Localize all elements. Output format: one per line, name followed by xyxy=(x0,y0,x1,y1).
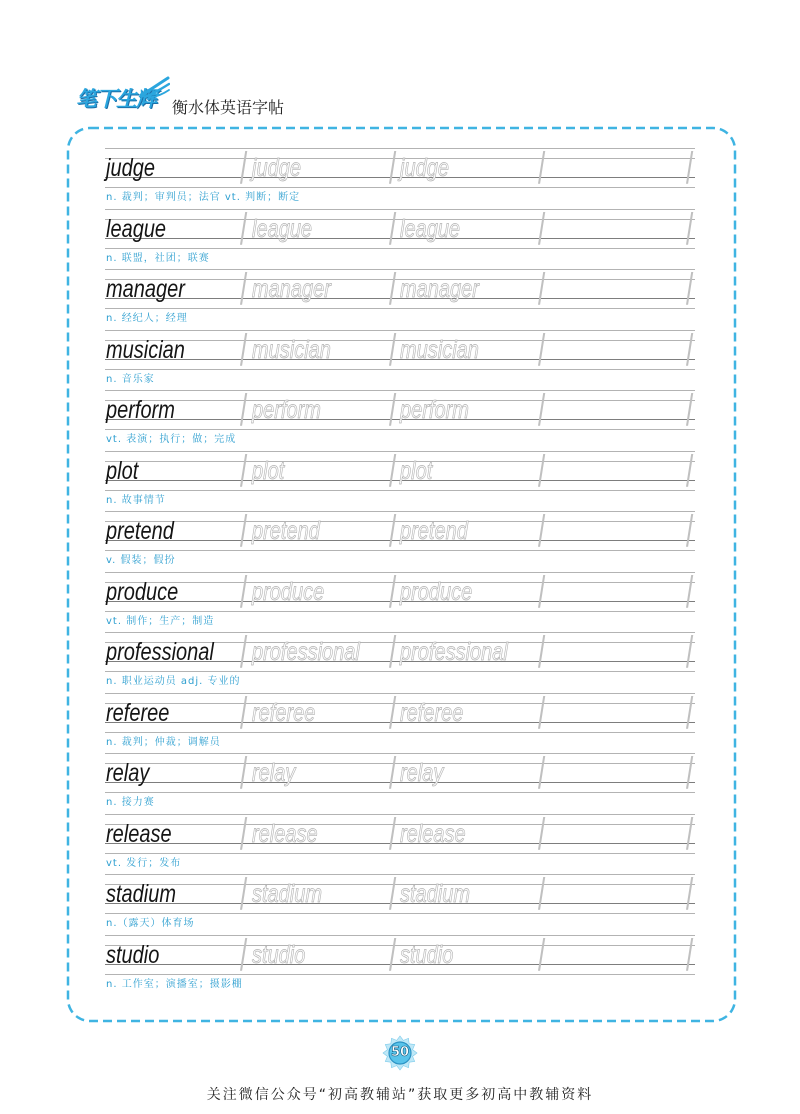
separator-slash: / xyxy=(389,142,397,194)
word-row xyxy=(0,868,800,935)
practice-word: stadium xyxy=(106,880,177,908)
separator-slash: / xyxy=(240,324,248,375)
tracing-word: stadium xyxy=(400,880,471,908)
word-meaning: n. 音乐家 xyxy=(106,373,155,385)
practice-word: musician xyxy=(106,335,185,364)
tracing-word: release xyxy=(400,819,466,848)
tracing-word: judge xyxy=(400,154,449,182)
tracing-word: perform xyxy=(252,396,321,424)
practice-word: produce xyxy=(106,577,179,606)
word-meaning: n. 裁判；审判员；法官 vt. 判断；断定 xyxy=(106,192,301,203)
tracing-word: musician xyxy=(400,335,479,364)
tracing-word: referee xyxy=(400,698,464,727)
practice-word: pretend xyxy=(106,517,174,545)
book-title: 衡水体英语字帖 xyxy=(172,98,285,117)
separator-slash: / xyxy=(538,263,546,315)
practice-word: release xyxy=(106,819,172,848)
footer-notice: 关注微信公众号“初高教辅站”获取更多初高中教辅资料 xyxy=(206,1087,594,1103)
separator-slash: / xyxy=(538,747,546,799)
word-meaning: n. 经纪人；经理 xyxy=(106,313,188,324)
separator-slash: / xyxy=(389,687,397,738)
separator-slash: / xyxy=(686,868,694,920)
separator-slash: / xyxy=(538,324,546,375)
separator-slash: / xyxy=(686,203,694,254)
tracing-word: produce xyxy=(252,577,325,606)
word-row xyxy=(0,203,800,270)
word-row xyxy=(0,384,800,451)
word-row xyxy=(0,263,800,330)
separator-slash: / xyxy=(389,929,397,980)
separator-slash: / xyxy=(240,445,248,496)
practice-word: judge xyxy=(106,154,155,182)
practice-word: league xyxy=(106,214,167,243)
tracing-word: relay xyxy=(400,759,444,787)
practice-word: manager xyxy=(106,275,185,303)
practice-word: perform xyxy=(106,396,175,424)
tracing-word: studio xyxy=(400,940,454,969)
separator-slash: / xyxy=(240,868,248,920)
separator-slash: / xyxy=(538,445,546,496)
separator-slash: / xyxy=(686,142,694,194)
practice-word: plot xyxy=(106,456,139,485)
word-row xyxy=(0,566,800,633)
separator-slash: / xyxy=(686,324,694,375)
separator-slash: / xyxy=(240,203,248,254)
word-meaning: n. 接力赛 xyxy=(106,797,155,808)
word-row xyxy=(0,808,800,875)
tracing-word: perform xyxy=(400,396,469,424)
separator-slash: / xyxy=(686,929,694,980)
separator-slash: / xyxy=(686,626,694,678)
tracing-word: pretend xyxy=(252,517,320,545)
brand-logo: 笔下生辉 xyxy=(76,87,156,111)
tracing-word: pretend xyxy=(400,517,468,545)
separator-slash: / xyxy=(240,626,248,678)
separator-slash: / xyxy=(389,445,397,496)
separator-slash: / xyxy=(389,384,397,436)
separator-slash: / xyxy=(538,203,546,254)
tracing-word: judge xyxy=(252,154,301,182)
tracing-word: produce xyxy=(400,577,473,606)
separator-slash: / xyxy=(240,142,248,194)
separator-slash: / xyxy=(240,384,248,436)
word-meaning: vt. 发行；发布 xyxy=(106,857,182,869)
practice-word: studio xyxy=(106,940,160,969)
separator-slash: / xyxy=(686,263,694,315)
word-meaning: n. 工作室；演播室；摄影棚 xyxy=(106,978,243,990)
separator-slash: / xyxy=(240,263,248,315)
page-number-badge xyxy=(380,1033,420,1073)
word-meaning: n.（露天）体育场 xyxy=(106,918,195,929)
tracing-word: league xyxy=(400,214,461,243)
separator-slash: / xyxy=(389,808,397,859)
separator-slash: / xyxy=(538,505,546,557)
wing-icon xyxy=(138,76,170,98)
separator-slash: / xyxy=(538,687,546,738)
word-row xyxy=(0,445,800,512)
separator-slash: / xyxy=(389,203,397,254)
separator-slash: / xyxy=(389,747,397,799)
separator-slash: / xyxy=(686,687,694,738)
word-meaning: n. 故事情节 xyxy=(106,494,166,506)
tracing-word: release xyxy=(252,819,318,848)
word-meaning: vt. 制作；生产；制造 xyxy=(106,615,215,627)
tracing-word: referee xyxy=(252,698,316,727)
tracing-word: professional xyxy=(252,638,360,666)
tracing-word: league xyxy=(252,214,313,243)
tracing-word: manager xyxy=(252,275,331,303)
tracing-word: plot xyxy=(252,456,285,485)
practice-word: professional xyxy=(106,638,214,666)
word-practice-list xyxy=(0,142,800,995)
separator-slash: / xyxy=(389,324,397,375)
separator-slash: / xyxy=(686,445,694,496)
separator-slash: / xyxy=(686,505,694,557)
separator-slash: / xyxy=(538,384,546,436)
separator-slash: / xyxy=(686,808,694,859)
separator-slash: / xyxy=(389,263,397,315)
separator-slash: / xyxy=(538,808,546,859)
separator-slash: / xyxy=(686,384,694,436)
word-row xyxy=(0,142,800,209)
word-row xyxy=(0,687,800,754)
page-number: 50 xyxy=(390,1045,410,1060)
separator-slash: / xyxy=(240,566,248,617)
word-meaning: v. 假装；假扮 xyxy=(106,555,176,566)
separator-slash: / xyxy=(538,929,546,980)
separator-slash: / xyxy=(686,747,694,799)
tracing-word: stadium xyxy=(252,880,323,908)
word-row xyxy=(0,505,800,572)
practice-word: referee xyxy=(106,698,170,727)
separator-slash: / xyxy=(389,868,397,920)
word-row xyxy=(0,747,800,814)
separator-slash: / xyxy=(389,626,397,678)
word-row xyxy=(0,324,800,391)
separator-slash: / xyxy=(240,808,248,859)
separator-slash: / xyxy=(538,626,546,678)
word-meaning: n. 职业运动员 adj. 专业的 xyxy=(106,676,241,687)
separator-slash: / xyxy=(240,687,248,738)
word-meaning: n. 裁判；仲裁；调解员 xyxy=(106,736,221,748)
separator-slash: / xyxy=(686,566,694,617)
word-meaning: n. 联盟，社团；联赛 xyxy=(106,252,210,264)
word-row xyxy=(0,929,800,996)
practice-word: relay xyxy=(106,759,150,787)
separator-slash: / xyxy=(240,747,248,799)
separator-slash: / xyxy=(389,505,397,557)
tracing-word: relay xyxy=(252,759,296,787)
word-meaning: vt. 表演；执行；做；完成 xyxy=(106,434,237,445)
tracing-word: manager xyxy=(400,275,479,303)
separator-slash: / xyxy=(389,566,397,617)
separator-slash: / xyxy=(538,142,546,194)
separator-slash: / xyxy=(538,566,546,617)
tracing-word: musician xyxy=(252,335,331,364)
separator-slash: / xyxy=(538,868,546,920)
tracing-word: professional xyxy=(400,638,508,666)
page-header xyxy=(0,0,800,124)
separator-slash: / xyxy=(240,505,248,557)
separator-slash: / xyxy=(240,929,248,980)
tracing-word: plot xyxy=(400,456,433,485)
tracing-word: studio xyxy=(252,940,306,969)
word-row xyxy=(0,626,800,693)
